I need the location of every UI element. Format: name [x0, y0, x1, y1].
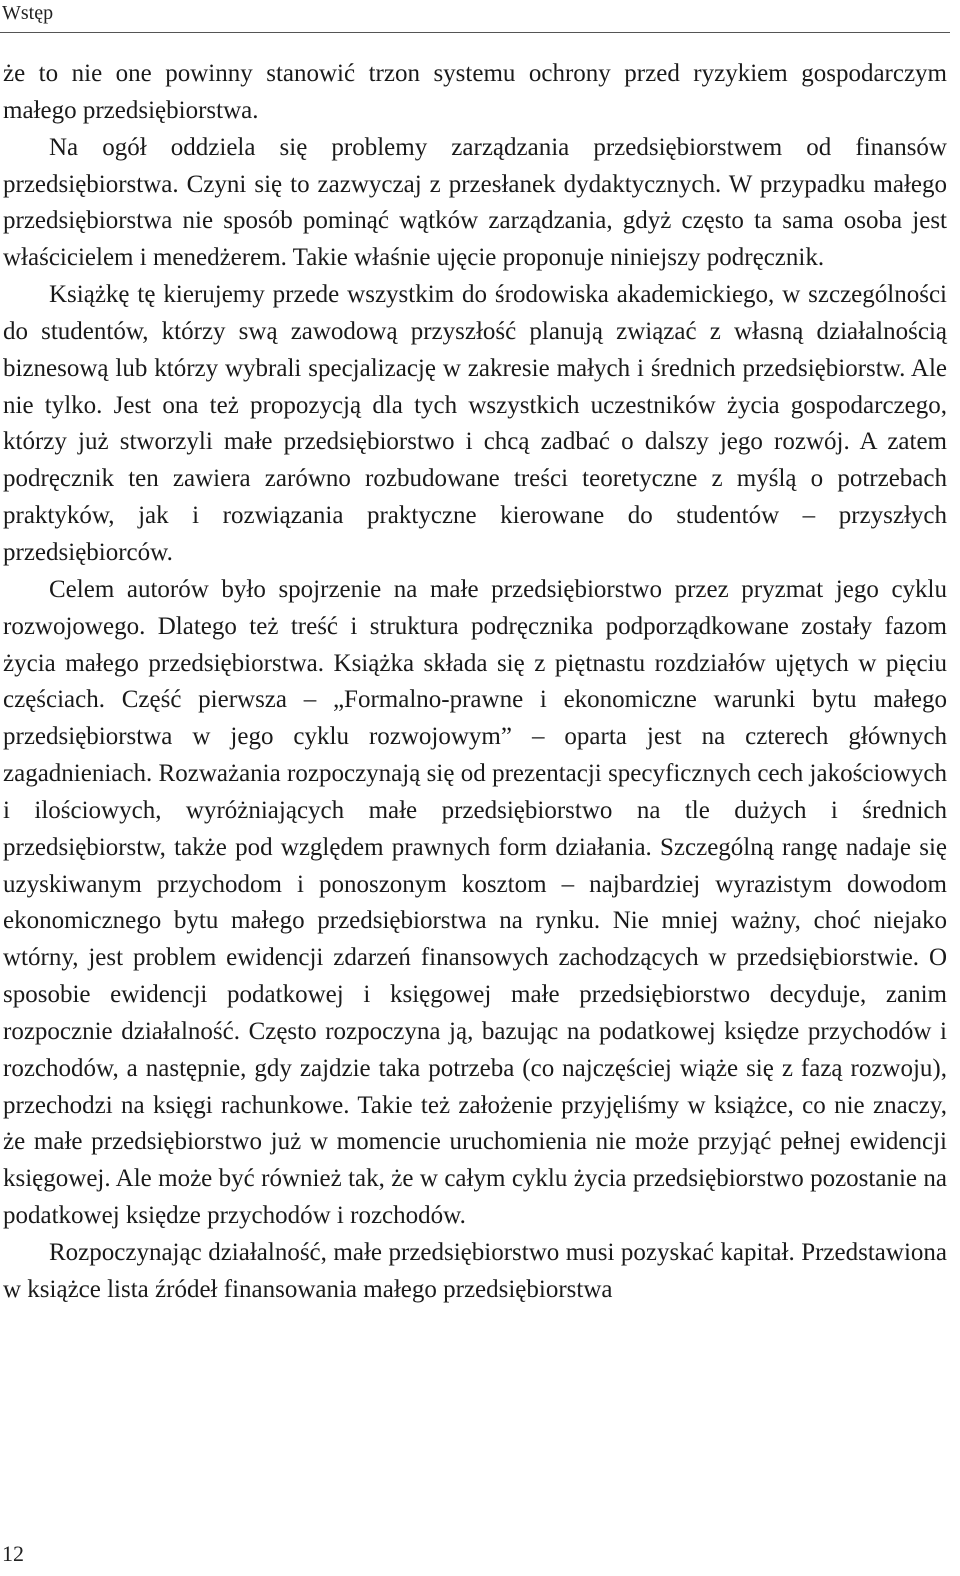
page-number: 12 — [2, 1541, 24, 1566]
paragraph: Książkę tę kierujemy przede wszystkim do środowiska akademickiego, w szczególności do studentów, którzy swą zawodową przyszłość planują związać z własną działalnością biznesową lub którzy wybrali specjalizację w zakresie małych i średnich przedsiębiorstw. Ale nie tylko. Jest ona też propozycją dla tych wszystkich uczestników życia gospodarczego, którzy już stworzyli małe przedsiębiorstwo i chcą zadbać o dalszy jego rozwój. A zatem podręcznik ten zawiera zarówno rozbudowane treści teoretyczne z myślą o potrzebach praktyków, jak i rozwiązania praktyczne kierowane do studentów – przyszłych przedsiębiorców. — [3, 281, 947, 566]
running-title: Wstęp — [2, 2, 54, 24]
paragraph: Rozpoczynając działalność, małe przedsiębiorstwo musi pozyskać kapitał. Przedstawiona w książce lista źródeł finansowania małego przedsiębiorstwa — [3, 1239, 947, 1303]
paragraph-continuation: że to nie one powinny stanowić trzon systemu ochrony przed ryzykiem gospodarczym małego przedsiębiorstwa. — [3, 60, 947, 124]
paragraph: Na ogół oddziela się problemy zarządzania przedsiębiorstwem od finansów przedsiębiorstwa. Czyni się to zazwyczaj z przesłanek dydaktycznych. W przypadku małego przedsiębiorstwa nie sposób pominąć wątków zarządzania, gdyż często ta sama osoba jest właścicielem i menedżerem. Takie właśnie ujęcie proponuje niniejszy podręcznik. — [3, 133, 947, 272]
body-text — [3, 56, 947, 1309]
paragraph: Celem autorów było spojrzenie na małe przedsiębiorstwo przez pryzmat jego cyklu rozwojowego. Dlatego też treść i struktura podręcznika podporządkowane zostały fazom życia małego przedsiębiorstwa. Książka składa się z piętnastu rozdziałów ujętych w pięciu częściach. Część pierwsza – „Formalno-prawne i ekonomiczne warunki bytu małego przedsiębiorstwa w jego cyklu rozwojowym” – oparta jest na czterech głównych zagadnieniach. Rozważania rozpoczynają się od prezentacji specyficznych cech jakościowych i ilościowych, wyróżniających małe przedsiębiorstwo na tle dużych i średnich przedsiębiorstw, także pod względem prawnych form działania. Szczególną rangę nadaje się uzyskiwanym przychodom i ponoszonym kosztom – najbardziej wyrazistym dowodom ekonomicznego bytu małego przedsiębiorstwa na rynku. Nie mniej ważny, choć niejako wtórny, jest problem ewidencji zdarzeń finansowych zachodzących w przedsiębiorstwie. O sposobie ewidencji podatkowej i księgowej małe przedsiębiorstwo decyduje, zanim rozpocznie działalność. Często rozpoczyna ją, bazując na podatkowej księdze przychodów i rozchodów, a następnie, gdy zajdzie taka potrzeba (co najczęściej wiąże się z fazą rozwoju), przechodzi na księgi rachunkowe. Takie też założenie przyjęliśmy w książce, co nie znaczy, że małe przedsiębiorstwo już w momencie uruchomienia nie może przyjąć pełnej ewidencji księgowej. Ale może być również tak, że w całym cyklu życia przedsiębiorstwo pozostanie na podatkowej księdze przychodów i rozchodów. — [3, 575, 947, 1230]
running-header — [0, 0, 950, 33]
